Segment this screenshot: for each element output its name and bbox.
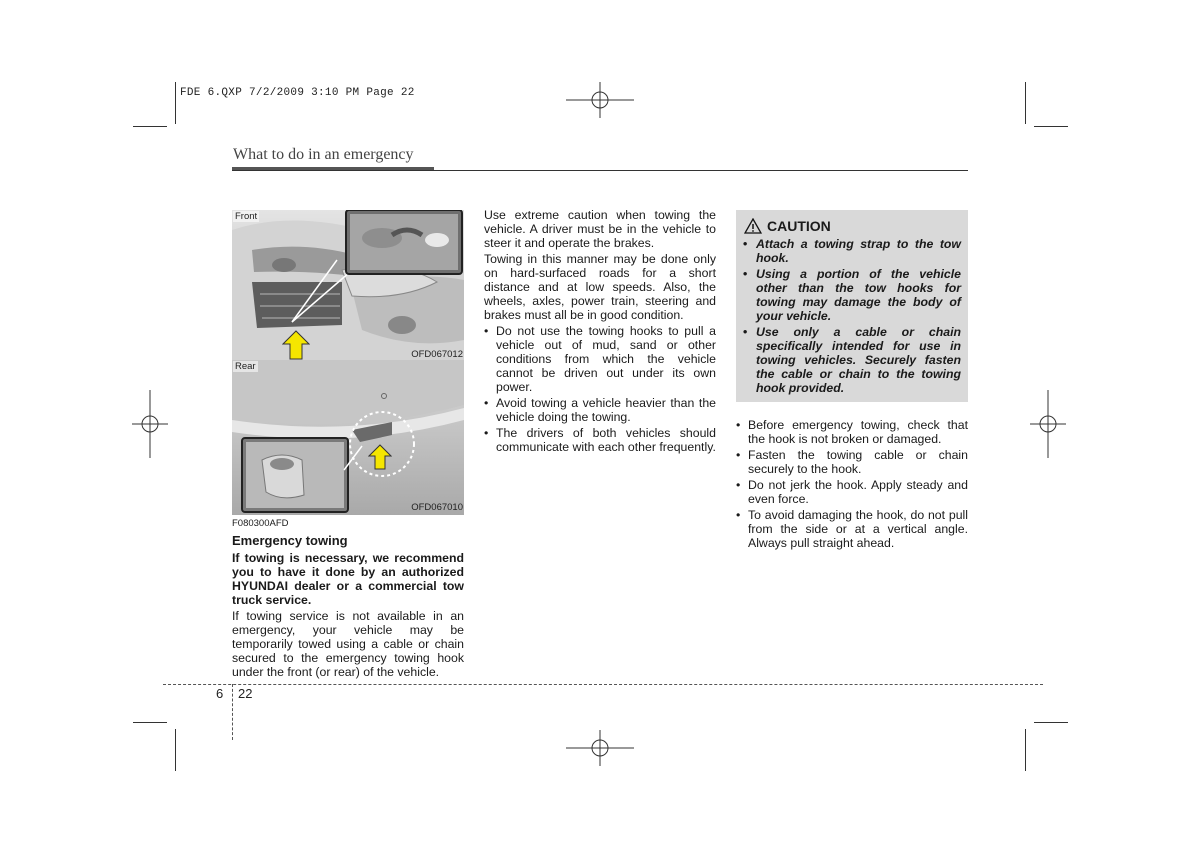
section-title: What to do in an emergency (233, 146, 414, 163)
list-item: • Fasten the towing cable or chain securely to the hook. (736, 448, 968, 476)
caution-item: • Use only a cable or chain specifically intended for use in towing vehicles. Securely fasten the cable or chain to the towing hook provided. (743, 325, 961, 395)
middle-column (484, 208, 716, 456)
figure-label-rear: Rear (235, 361, 256, 372)
up-arrow-icon (282, 330, 310, 360)
figure-code-front: OFD067012 (411, 349, 463, 360)
list-item: • Before emergency towing, check that the hook is not broken or damaged. (736, 418, 968, 446)
list-item: • To avoid damaging the hook, do not pull from the side or at a vertical angle. Always pull straight ahead. (736, 508, 968, 550)
list-item: • Do not jerk the hook. Apply steady and even force. (736, 478, 968, 506)
list-item: • The drivers of both vehicles should communicate with each other frequently. (484, 426, 716, 454)
caution-item: • Attach a towing strap to the tow hook. (743, 237, 961, 265)
left-column (232, 518, 464, 681)
front-bumper-illustration (232, 210, 464, 362)
header-rule (232, 170, 968, 171)
caution-list (736, 237, 968, 395)
footer-dashed-rule (163, 684, 1043, 685)
up-arrow-icon (368, 444, 392, 470)
middle-bullet-list (484, 324, 716, 454)
list-item: • Avoid towing a vehicle heavier than the vehicle doing the towing. (484, 396, 716, 424)
caution-box (736, 210, 968, 402)
caution-header (744, 218, 968, 234)
rear-figure (232, 360, 464, 515)
body-paragraph: If towing service is not available in an emergency, your vehicle may be temporarily towed using a cable or chain secured to the emergency towing hook under the front (or rear) of the vehicle. (232, 609, 464, 679)
figure-label-front: Front (235, 211, 258, 222)
list-item: • Do not use the towing hooks to pull a vehicle out of mud, sand or other conditions from which the vehicle cannot be driven out under its own power. (484, 324, 716, 394)
middle-paragraph-2: Towing in this manner may be done only on hard-surfaced roads for a short distance and at low speeds. Also, the wheels, axles, power train, steering and brakes must all be in good condition. (484, 252, 716, 322)
warning-triangle-icon (744, 218, 762, 234)
printer-slug: FDE 6.QXP 7/2/2009 3:10 PM Page 22 (180, 87, 415, 99)
reference-code: F080300AFD (232, 518, 289, 529)
section-heading: Emergency towing (232, 533, 348, 548)
caution-title: CAUTION (767, 218, 831, 234)
caution-item: • Using a portion of the vehicle other than the tow hooks for towing may damage the body of your vehicle. (743, 267, 961, 323)
rear-bumper-illustration (232, 360, 464, 515)
chapter-number: 6 (216, 686, 224, 701)
page-number: 22 (238, 686, 253, 701)
middle-paragraph-1: Use extreme caution when towing the vehicle. A driver must be in the vehicle to steer it and operate the brakes. (484, 208, 716, 250)
front-figure (232, 210, 464, 362)
footer-dashed-divider (232, 684, 233, 740)
right-column (736, 418, 968, 552)
figure-code-rear: OFD067010 (411, 502, 463, 513)
right-bullet-list (736, 418, 968, 550)
intro-bold-paragraph: If towing is necessary, we recommend you to have it done by an authorized HYUNDAI dealer or a commercial tow truck service. (232, 551, 464, 607)
